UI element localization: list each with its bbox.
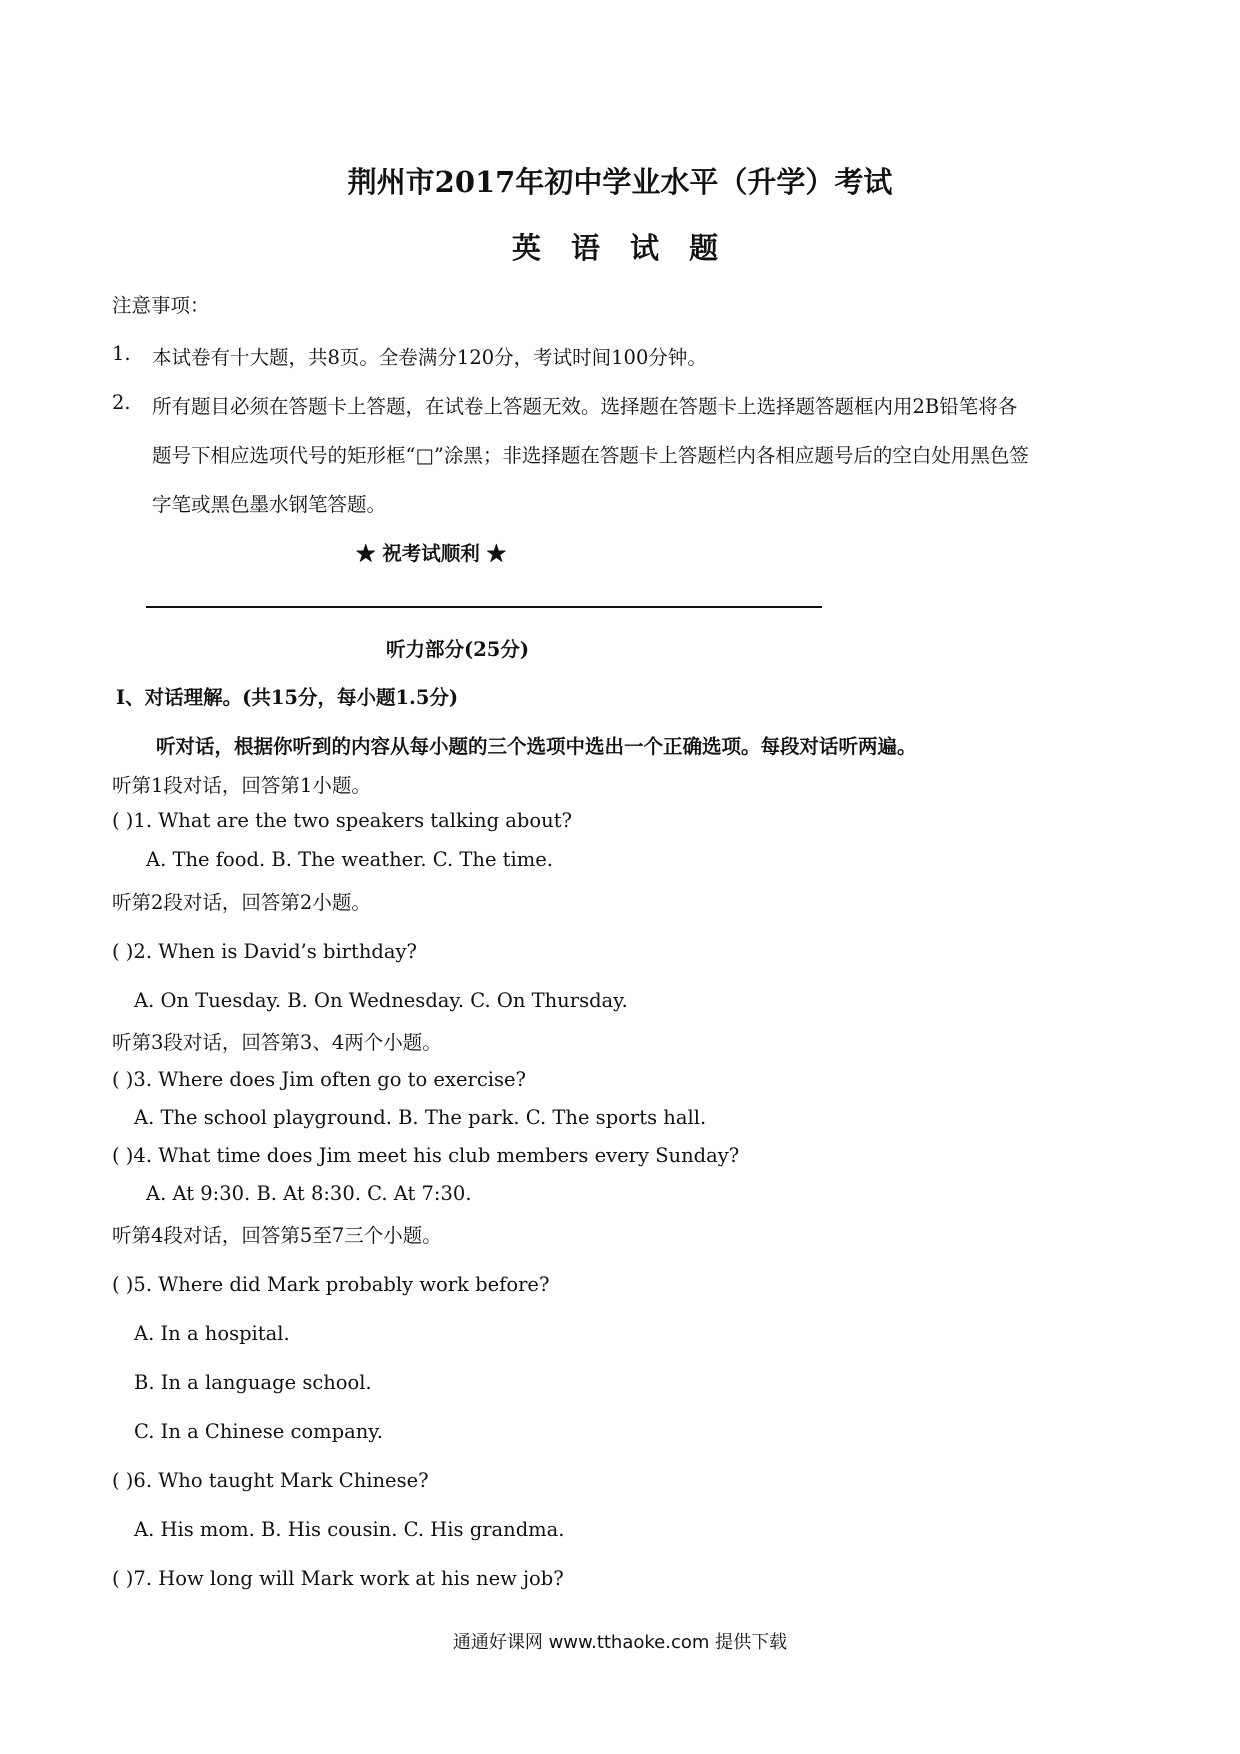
question-6-options: A. His mom. B. His cousin. C. His grandma. <box>134 1518 565 1541</box>
good-luck-wish: ★ 祝考试顺利 ★ <box>356 542 507 565</box>
notice-item-2-line-2: 题号下相应选项代号的矩形框“□”涂黑；非选择题在答题卡上答题栏内各相应题号后的空白处用黑色签 <box>152 444 1029 467</box>
question-5-option-a: A. In a hospital. <box>134 1322 290 1345</box>
section-divider <box>146 606 822 608</box>
question-3-options: A. The school playground. B. The park. C. The sports hall. <box>134 1106 707 1129</box>
section-1-title: Ⅰ、对话理解。(共15分，每小题1.5分) <box>116 686 459 709</box>
notice-item-2-line-3: 字笔或黑色墨水钢笔答题。 <box>152 493 387 516</box>
listening-part-title: 听力部分(25分) <box>386 638 530 661</box>
question-1-options: A. The food. B. The weather. C. The time. <box>146 848 553 871</box>
exam-title: 荆州市2017年初中学业水平（升学）考试 <box>347 165 893 199</box>
question-5-option-c: C. In a Chinese company. <box>134 1420 383 1443</box>
segment-3-label: 听第3段对话，回答第3、4两个小题。 <box>112 1031 442 1054</box>
question-7: ( )7. How long will Mark work at his new job? <box>112 1567 564 1590</box>
segment-1-label: 听第1段对话，回答第1小题。 <box>112 774 371 797</box>
section-1-instruction: 听对话，根据你听到的内容从每小题的三个选项中选出一个正确选项。每段对话听两遍。 <box>156 735 917 758</box>
segment-2-label: 听第2段对话，回答第2小题。 <box>112 891 371 914</box>
question-4-options: A. At 9:30. B. At 8:30. C. At 7:30. <box>146 1182 472 1205</box>
notice-item-1: 本试卷有十大题，共8页。全卷满分120分，考试时间100分钟。 <box>152 346 707 369</box>
question-2: ( )2. When is David’s birthday? <box>112 940 417 963</box>
segment-4-label: 听第4段对话，回答第5至7三个小题。 <box>112 1224 442 1247</box>
question-1: ( )1. What are the two speakers talking about? <box>112 809 572 832</box>
notice-item-2-number: 2. <box>112 391 131 414</box>
notice-heading: 注意事项： <box>112 294 210 317</box>
question-5: ( )5. Where did Mark probably work before? <box>112 1273 550 1296</box>
question-2-options: A. On Tuesday. B. On Wednesday. C. On Thursday. <box>134 989 628 1012</box>
question-5-option-b: B. In a language school. <box>134 1371 372 1394</box>
notice-item-1-number: 1. <box>112 342 131 365</box>
question-6: ( )6. Who taught Mark Chinese? <box>112 1469 429 1492</box>
page-footer: 通通好课网 www.tthaoke.com 提供下载 <box>452 1632 788 1653</box>
exam-subtitle: 英 语 试 题 <box>511 231 729 265</box>
question-4: ( )4. What time does Jim meet his club members every Sunday? <box>112 1144 740 1167</box>
question-3: ( )3. Where does Jim often go to exercise? <box>112 1068 526 1091</box>
notice-item-2-line-1: 所有题目必须在答题卡上答题，在试卷上答题无效。选择题在答题卡上选择题答题框内用2B铅笔将各 <box>152 395 1018 418</box>
